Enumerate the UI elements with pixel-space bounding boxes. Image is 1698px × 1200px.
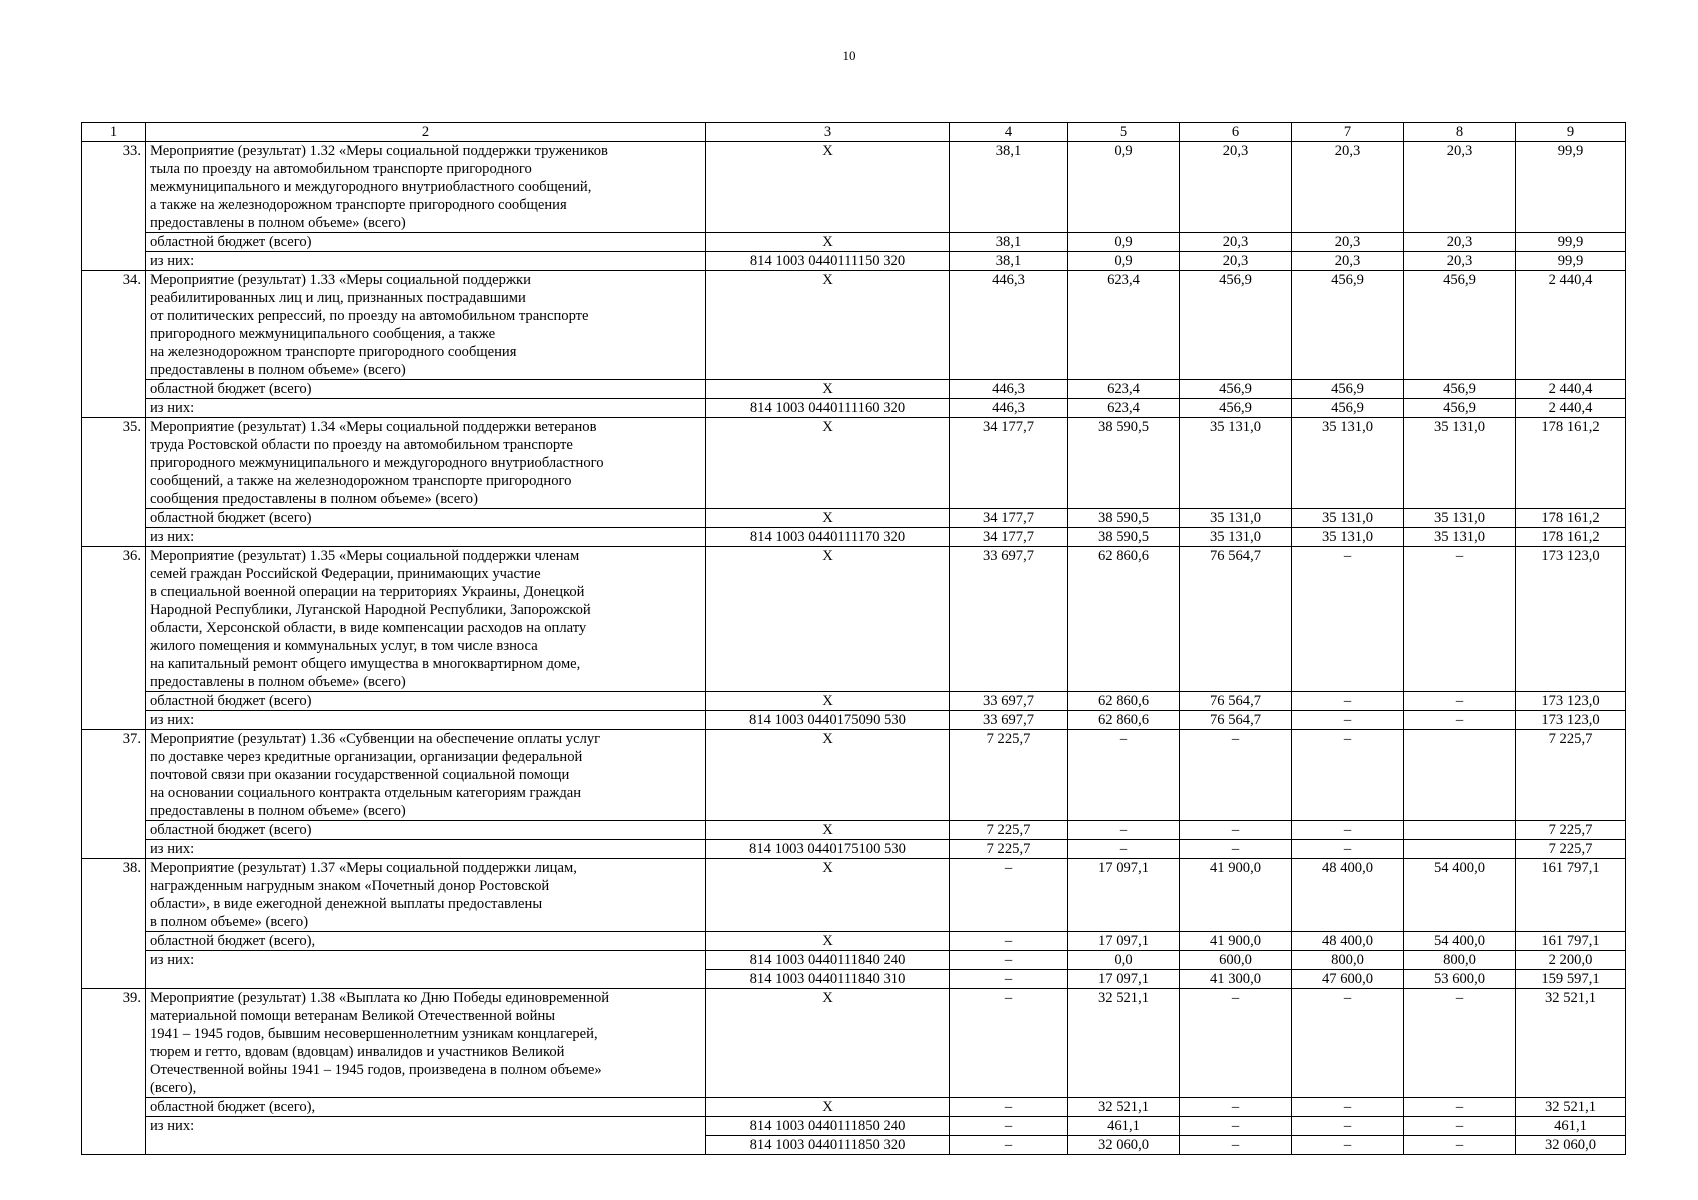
value-cell: 35 131,0: [1292, 418, 1404, 509]
description-line: пригородного межмуниципального и междугородного внутриобластного: [150, 455, 604, 471]
description-line: Мероприятие (результат) 1.36 «Субвенции на обеспечение оплаты услуг: [150, 731, 601, 747]
value-cell: 623,4: [1068, 271, 1180, 380]
code-cell: 814 1003 0440111850 320: [706, 1136, 950, 1155]
value-cell: 20,3: [1180, 252, 1292, 271]
value-cell: 178 161,2: [1516, 528, 1626, 547]
description-line: Мероприятие (результат) 1.33 «Меры социальной поддержки: [150, 272, 531, 288]
row-number: 33.: [82, 142, 146, 271]
budget-label: областной бюджет (всего),: [146, 1098, 706, 1117]
code-cell: Х: [706, 418, 950, 509]
description-line: материальной помощи ветеранам Великой Отечественной войны: [150, 1008, 556, 1024]
sub-label: из них:: [146, 1117, 706, 1155]
row-number: 34.: [82, 271, 146, 418]
budget-table: [81, 122, 1626, 1155]
description-line: Мероприятие (результат) 1.37 «Меры социальной поддержки лицам,: [150, 860, 577, 876]
value-cell: 62 860,6: [1068, 711, 1180, 730]
value-cell: 173 123,0: [1516, 711, 1626, 730]
value-cell: 76 564,7: [1180, 692, 1292, 711]
value-cell: 0,9: [1068, 142, 1180, 233]
sub-label: из них:: [146, 252, 706, 271]
value-cell: 7 225,7: [1516, 821, 1626, 840]
table-row: [82, 989, 1626, 1098]
value-cell: 32 060,0: [1068, 1136, 1180, 1155]
value-cell: 54 400,0: [1404, 859, 1516, 932]
value-cell: 53 600,0: [1404, 970, 1516, 989]
measure-description: [146, 142, 706, 233]
value-cell: 456,9: [1404, 399, 1516, 418]
value-cell: 33 697,7: [950, 547, 1068, 692]
value-cell: 48 400,0: [1292, 859, 1404, 932]
value-cell: –: [1068, 730, 1180, 821]
description-line: семей граждан Российской Федерации, принимающих участие: [150, 566, 541, 582]
table-row: [82, 932, 1626, 951]
description-line: жилого помещения и коммунальных услуг, в том числе взноса: [150, 638, 538, 654]
code-cell: 814 1003 0440175090 530: [706, 711, 950, 730]
page-number: 10: [842, 48, 856, 63]
value-cell: 32 521,1: [1068, 989, 1180, 1098]
table-row: [82, 233, 1626, 252]
value-cell: 800,0: [1292, 951, 1404, 970]
code-cell: Х: [706, 509, 950, 528]
value-cell: 41 300,0: [1180, 970, 1292, 989]
value-cell: 7 225,7: [1516, 840, 1626, 859]
value-cell: 38 590,5: [1068, 528, 1180, 547]
value-cell: 62 860,6: [1068, 692, 1180, 711]
value-cell: –: [950, 951, 1068, 970]
value-cell: 800,0: [1404, 951, 1516, 970]
measure-description: [146, 859, 706, 932]
code-cell: Х: [706, 989, 950, 1098]
value-cell: –: [1068, 821, 1180, 840]
value-cell: 62 860,6: [1068, 547, 1180, 692]
value-cell: 47 600,0: [1292, 970, 1404, 989]
sub-label: из них:: [146, 528, 706, 547]
column-header: 2: [146, 123, 706, 142]
value-cell: 0,9: [1068, 233, 1180, 252]
code-cell: 814 1003 0440111850 240: [706, 1117, 950, 1136]
value-cell: –: [1292, 711, 1404, 730]
value-cell: 32 521,1: [1516, 1098, 1626, 1117]
value-cell: –: [1180, 989, 1292, 1098]
code-cell: Х: [706, 730, 950, 821]
value-cell: –: [1292, 821, 1404, 840]
value-cell: –: [1292, 730, 1404, 821]
description-line: Мероприятие (результат) 1.35 «Меры социальной поддержки членам: [150, 548, 580, 564]
row-number: 35.: [82, 418, 146, 547]
code-cell: Х: [706, 547, 950, 692]
description-line: области, Херсонской области, в виде компенсации расходов на оплату: [150, 620, 587, 636]
value-cell: 456,9: [1180, 399, 1292, 418]
description-line: (всего),: [150, 1080, 197, 1096]
value-cell: 99,9: [1516, 142, 1626, 233]
value-cell: 461,1: [1068, 1117, 1180, 1136]
description-line: пригородного межмуниципального сообщения, а также: [150, 326, 496, 342]
value-cell: 0,9: [1068, 252, 1180, 271]
value-cell: 456,9: [1292, 380, 1404, 399]
value-cell: 456,9: [1180, 271, 1292, 380]
measure-description: [146, 271, 706, 380]
description-line: по доставке через кредитные организации, организации федеральной: [150, 749, 583, 765]
code-cell: 814 1003 0440111840 240: [706, 951, 950, 970]
value-cell: 32 060,0: [1516, 1136, 1626, 1155]
description-line: предоставлены в полном объеме» (всего): [150, 215, 406, 231]
value-cell: 178 161,2: [1516, 509, 1626, 528]
column-number-row: [82, 123, 1626, 142]
table-row: [82, 399, 1626, 418]
code-cell: Х: [706, 233, 950, 252]
description-line: в полном объеме» (всего): [150, 914, 309, 930]
description-line: предоставлены в полном объеме» (всего): [150, 803, 406, 819]
value-cell: –: [1404, 692, 1516, 711]
code-cell: Х: [706, 142, 950, 233]
code-cell: Х: [706, 821, 950, 840]
column-header: 7: [1292, 123, 1404, 142]
value-cell: –: [1180, 840, 1292, 859]
budget-label: областной бюджет (всего): [146, 821, 706, 840]
value-cell: 34 177,7: [950, 528, 1068, 547]
value-cell: 446,3: [950, 399, 1068, 418]
table-row: [82, 252, 1626, 271]
table-row: [82, 1117, 1626, 1136]
code-cell: Х: [706, 1098, 950, 1117]
description-line: реабилитированных лиц и лиц, признанных пострадавшими: [150, 290, 526, 306]
value-cell: –: [1180, 1117, 1292, 1136]
value-cell: 35 131,0: [1404, 418, 1516, 509]
value-cell: –: [950, 970, 1068, 989]
value-cell: 76 564,7: [1180, 711, 1292, 730]
column-header: 6: [1180, 123, 1292, 142]
table-row: [82, 711, 1626, 730]
description-line: от политических репрессий, по проезду на автомобильном транспорте: [150, 308, 589, 324]
value-cell: 456,9: [1180, 380, 1292, 399]
code-cell: Х: [706, 271, 950, 380]
value-cell: –: [1292, 1136, 1404, 1155]
code-cell: 814 1003 0440175100 530: [706, 840, 950, 859]
value-cell: –: [950, 932, 1068, 951]
value-cell: 178 161,2: [1516, 418, 1626, 509]
description-line: Мероприятие (результат) 1.38 «Выплата ко Дню Победы единовременной: [150, 990, 610, 1006]
value-cell: 623,4: [1068, 399, 1180, 418]
value-cell: 99,9: [1516, 252, 1626, 271]
value-cell: 20,3: [1292, 142, 1404, 233]
value-cell: 2 440,4: [1516, 380, 1626, 399]
value-cell: –: [1292, 547, 1404, 692]
value-cell: 17 097,1: [1068, 970, 1180, 989]
value-cell: 35 131,0: [1180, 418, 1292, 509]
value-cell: 173 123,0: [1516, 547, 1626, 692]
value-cell: 161 797,1: [1516, 932, 1626, 951]
value-cell: 2 200,0: [1516, 951, 1626, 970]
column-header: 3: [706, 123, 950, 142]
value-cell: –: [950, 1117, 1068, 1136]
budget-label: областной бюджет (всего): [146, 233, 706, 252]
value-cell: –: [1180, 1136, 1292, 1155]
value-cell: –: [1404, 1098, 1516, 1117]
value-cell: 456,9: [1404, 380, 1516, 399]
value-cell: 48 400,0: [1292, 932, 1404, 951]
table-row: [82, 528, 1626, 547]
column-header: 1: [82, 123, 146, 142]
value-cell: –: [950, 989, 1068, 1098]
value-cell: –: [1068, 840, 1180, 859]
value-cell: 7 225,7: [1516, 730, 1626, 821]
value-cell: 35 131,0: [1180, 509, 1292, 528]
value-cell: 20,3: [1292, 252, 1404, 271]
value-cell: 20,3: [1180, 142, 1292, 233]
code-cell: Х: [706, 692, 950, 711]
sub-label: из них:: [146, 951, 706, 989]
value-cell: 456,9: [1404, 271, 1516, 380]
code-cell: Х: [706, 932, 950, 951]
table-row: [82, 951, 1626, 970]
value-cell: 159 597,1: [1516, 970, 1626, 989]
code-cell: 814 1003 0440111840 310: [706, 970, 950, 989]
value-cell: 20,3: [1404, 252, 1516, 271]
value-cell: 7 225,7: [950, 821, 1068, 840]
description-line: награжденным нагрудным знаком «Почетный донор Ростовской: [150, 878, 550, 894]
description-line: сообщения предоставлены в полном объеме» (всего): [150, 491, 478, 507]
budget-label: областной бюджет (всего): [146, 380, 706, 399]
description-line: области», в виде ежегодной денежной выплаты предоставлены: [150, 896, 543, 912]
column-header: 9: [1516, 123, 1626, 142]
value-cell: –: [950, 859, 1068, 932]
value-cell: –: [1404, 711, 1516, 730]
value-cell: 2 440,4: [1516, 399, 1626, 418]
value-cell: 38,1: [950, 233, 1068, 252]
value-cell: 33 697,7: [950, 692, 1068, 711]
table-row: [82, 692, 1626, 711]
value-cell: 20,3: [1180, 233, 1292, 252]
value-cell: 32 521,1: [1068, 1098, 1180, 1117]
description-line: Мероприятие (результат) 1.34 «Меры социальной поддержки ветеранов: [150, 419, 597, 435]
value-cell: 35 131,0: [1180, 528, 1292, 547]
code-cell: 814 1003 0440111170 320: [706, 528, 950, 547]
description-line: тюрем и гетто, вдовам (вдовцам) инвалидов и участников Великой: [150, 1044, 565, 1060]
row-number: 37.: [82, 730, 146, 859]
table-row: [82, 840, 1626, 859]
value-cell: 41 900,0: [1180, 859, 1292, 932]
value-cell: 17 097,1: [1068, 859, 1180, 932]
value-cell: 34 177,7: [950, 509, 1068, 528]
column-header: 4: [950, 123, 1068, 142]
table-row: [82, 730, 1626, 821]
value-cell: 38,1: [950, 252, 1068, 271]
value-cell: 33 697,7: [950, 711, 1068, 730]
value-cell: 0,0: [1068, 951, 1180, 970]
column-header: 8: [1404, 123, 1516, 142]
description-line: тыла по проезду на автомобильном транспорте пригородного: [150, 161, 532, 177]
value-cell: 32 521,1: [1516, 989, 1626, 1098]
sub-label: из них:: [146, 399, 706, 418]
value-cell: –: [950, 1136, 1068, 1155]
value-cell: –: [1292, 989, 1404, 1098]
value-cell: [1404, 840, 1516, 859]
value-cell: 35 131,0: [1292, 528, 1404, 547]
code-cell: Х: [706, 859, 950, 932]
value-cell: 623,4: [1068, 380, 1180, 399]
value-cell: 456,9: [1292, 271, 1404, 380]
value-cell: 35 131,0: [1404, 509, 1516, 528]
value-cell: 35 131,0: [1404, 528, 1516, 547]
value-cell: 2 440,4: [1516, 271, 1626, 380]
value-cell: 38 590,5: [1068, 418, 1180, 509]
code-cell: 814 1003 0440111150 320: [706, 252, 950, 271]
value-cell: –: [1180, 730, 1292, 821]
measure-description: [146, 418, 706, 509]
budget-label: областной бюджет (всего): [146, 509, 706, 528]
description-line: Мероприятие (результат) 1.32 «Меры социальной поддержки тружеников: [150, 143, 608, 159]
table-row: [82, 418, 1626, 509]
value-cell: –: [1292, 1117, 1404, 1136]
value-cell: 54 400,0: [1404, 932, 1516, 951]
value-cell: 600,0: [1180, 951, 1292, 970]
code-cell: 814 1003 0440111160 320: [706, 399, 950, 418]
value-cell: 41 900,0: [1180, 932, 1292, 951]
value-cell: 20,3: [1292, 233, 1404, 252]
description-line: сообщений, а также на железнодорожном транспорте пригородного: [150, 473, 572, 489]
table-row: [82, 1098, 1626, 1117]
table-row: [82, 271, 1626, 380]
measure-description: [146, 989, 706, 1098]
description-line: труда Ростовской области по проезду на автомобильном транспорте: [150, 437, 573, 453]
code-cell: Х: [706, 380, 950, 399]
value-cell: 20,3: [1404, 142, 1516, 233]
sub-label: из них:: [146, 711, 706, 730]
description-line: на капитальный ремонт общего имущества в многоквартирном доме,: [150, 656, 581, 672]
value-cell: [1404, 821, 1516, 840]
value-cell: –: [1404, 547, 1516, 692]
value-cell: 38 590,5: [1068, 509, 1180, 528]
value-cell: 7 225,7: [950, 730, 1068, 821]
value-cell: 76 564,7: [1180, 547, 1292, 692]
value-cell: 35 131,0: [1292, 509, 1404, 528]
description-line: почтовой связи при оказании государственной социальной помощи: [150, 767, 570, 783]
value-cell: [1404, 730, 1516, 821]
value-cell: –: [1180, 821, 1292, 840]
description-line: Отечественной войны 1941 – 1945 годов, произведена в полном объеме»: [150, 1062, 602, 1078]
value-cell: 17 097,1: [1068, 932, 1180, 951]
row-number: 36.: [82, 547, 146, 730]
measure-description: [146, 730, 706, 821]
value-cell: 461,1: [1516, 1117, 1626, 1136]
value-cell: 7 225,7: [950, 840, 1068, 859]
column-header: 5: [1068, 123, 1180, 142]
value-cell: 99,9: [1516, 233, 1626, 252]
table-row: [82, 142, 1626, 233]
description-line: на основании социального контракта отдельным категориям граждан: [150, 785, 582, 801]
value-cell: 173 123,0: [1516, 692, 1626, 711]
value-cell: –: [1292, 840, 1404, 859]
sub-label: из них:: [146, 840, 706, 859]
table-row: [82, 547, 1626, 692]
value-cell: –: [1404, 989, 1516, 1098]
value-cell: 34 177,7: [950, 418, 1068, 509]
budget-label: областной бюджет (всего): [146, 692, 706, 711]
value-cell: –: [1404, 1136, 1516, 1155]
description-line: а также на железнодорожном транспорте пригородного сообщения: [150, 197, 567, 213]
value-cell: 161 797,1: [1516, 859, 1626, 932]
value-cell: –: [1292, 1098, 1404, 1117]
measure-description: [146, 547, 706, 692]
value-cell: 446,3: [950, 271, 1068, 380]
value-cell: –: [950, 1098, 1068, 1117]
row-number: 38.: [82, 859, 146, 989]
table-row: [82, 380, 1626, 399]
description-line: Народной Республики, Луганской Народной Республики, Запорожской: [150, 602, 591, 618]
table-row: [82, 821, 1626, 840]
value-cell: –: [1404, 1117, 1516, 1136]
value-cell: 38,1: [950, 142, 1068, 233]
value-cell: –: [1292, 692, 1404, 711]
table-row: [82, 859, 1626, 932]
description-line: в специальной военной операции на территориях Украины, Донецкой: [150, 584, 585, 600]
description-line: на железнодорожном транспорте пригородного сообщения: [150, 344, 517, 360]
value-cell: 446,3: [950, 380, 1068, 399]
value-cell: –: [1180, 1098, 1292, 1117]
description-line: предоставлены в полном объеме» (всего): [150, 674, 406, 690]
description-line: межмуниципального и междугородного внутриобластного сообщений,: [150, 179, 592, 195]
value-cell: 20,3: [1404, 233, 1516, 252]
description-line: предоставлены в полном объеме» (всего): [150, 362, 406, 378]
table-row: [82, 509, 1626, 528]
budget-label: областной бюджет (всего),: [146, 932, 706, 951]
row-number: 39.: [82, 989, 146, 1155]
value-cell: 456,9: [1292, 399, 1404, 418]
description-line: 1941 – 1945 годов, бывшим несовершеннолетним узникам концлагерей,: [150, 1026, 598, 1042]
